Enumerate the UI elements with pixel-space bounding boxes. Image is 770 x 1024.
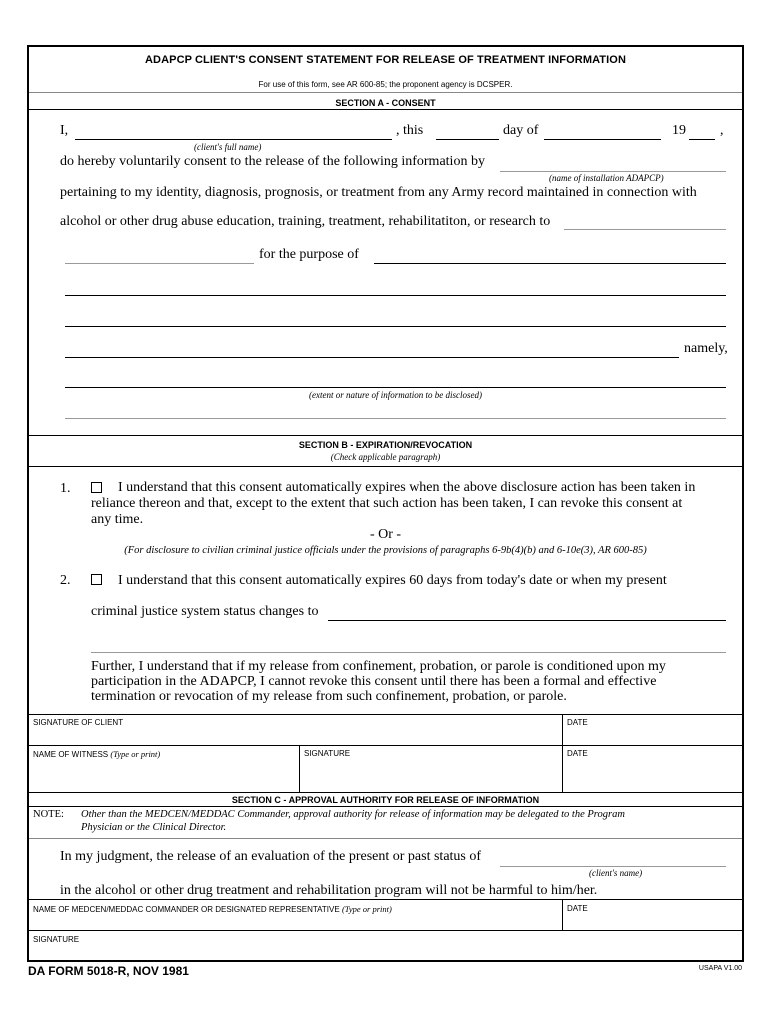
line1-this: , this — [396, 123, 424, 138]
item2-checkbox[interactable] — [91, 574, 102, 585]
purpose-field[interactable] — [374, 263, 726, 264]
client-signature-field[interactable] — [33, 729, 558, 743]
client-name-field[interactable] — [75, 139, 392, 140]
witness-name-label — [33, 749, 160, 759]
divider — [29, 92, 742, 93]
caption-client-c: (client's name) — [589, 868, 643, 878]
purpose-line-4[interactable] — [65, 357, 679, 358]
purpose-line-2[interactable] — [65, 295, 726, 296]
divider — [29, 714, 742, 715]
divider — [29, 838, 742, 839]
form-version: USAPA V1.00 — [698, 965, 742, 972]
signature-of-client-label: SIGNATURE OF CLIENT — [33, 718, 124, 727]
form-subtitle: For use of this form, see AR 600-85; the proponent agency is DCSPER. — [258, 80, 513, 89]
divider — [562, 745, 563, 792]
item2-line2: criminal justice system status changes to — [91, 604, 319, 619]
form-title: ADAPCP CLIENT'S CONSENT STATEMENT FOR RELEASE OF TREATMENT INFORMATION — [145, 54, 626, 66]
witness-name-text: NAME OF WITNESS — [33, 750, 109, 759]
line5-purpose: for the purpose of — [259, 247, 359, 262]
item1-line2: reliance thereon and that, except to the extent that such action has been taken, I can revoke this consent at — [91, 496, 683, 511]
recipient-continued-field[interactable] — [65, 263, 254, 264]
item1-number: 1. — [60, 481, 71, 496]
witness-signature-label: SIGNATURE — [304, 749, 351, 758]
item1-line1: I understand that this consent automatically expires when the above disclosure action has been taken in — [118, 480, 696, 495]
status-line-2[interactable] — [91, 652, 726, 653]
further-line2: participation in the ADAPCP, I cannot revoke this consent until there has been a formal and effective — [91, 674, 657, 689]
caption-client-name: (client's full name) — [194, 142, 262, 152]
status-field[interactable] — [328, 620, 726, 621]
line1-comma: , — [720, 123, 724, 138]
note-line1: Other than the MEDCEN/MEDDAC Commander, approval authority for release of information may be delegated to the Program — [81, 809, 625, 820]
installation-field[interactable] — [500, 171, 726, 172]
witness-signature-field[interactable] — [304, 761, 558, 789]
divider — [562, 899, 563, 930]
recipient-field[interactable] — [564, 229, 726, 230]
caption-extent: (extent or nature of information to be disclosed) — [309, 390, 482, 400]
commander-signature-label: SIGNATURE — [33, 935, 80, 944]
divider — [29, 745, 742, 746]
type-or-print-note: (Type or print) — [110, 749, 161, 759]
line2-text: do hereby voluntarily consent to the release of the following information by — [60, 154, 485, 169]
divider — [299, 745, 300, 792]
commander-signature-field[interactable] — [33, 946, 738, 958]
line1-dayof: day of — [503, 123, 539, 138]
divider — [29, 899, 742, 900]
client-date-field[interactable] — [567, 729, 737, 743]
divider — [29, 792, 742, 793]
commander-date-label: DATE — [567, 904, 588, 913]
further-line3: termination or revocation of my release from such confinement, probation, or parole. — [91, 689, 567, 704]
witness-date-label: DATE — [567, 749, 588, 758]
client-name-c-field[interactable] — [500, 866, 726, 867]
extent-line-2[interactable] — [65, 418, 726, 419]
divider — [29, 109, 742, 110]
item1-line3: any time. — [91, 512, 144, 527]
further-line1: Further, I understand that if my release from confinement, probation, or parole is conditioned upon my — [91, 659, 666, 674]
divider — [29, 930, 742, 931]
form-number: DA FORM 5018-R, NOV 1981 — [28, 964, 189, 978]
section-b-subheading: (Check applicable paragraph) — [330, 452, 441, 462]
commander-name-field[interactable] — [33, 915, 558, 928]
item2-number: 2. — [60, 573, 71, 588]
purpose-line-3[interactable] — [65, 326, 726, 327]
divider — [29, 466, 742, 467]
commander-name-text: NAME OF MEDCEN/MEDDAC COMMANDER OR DESIGNATED REPRESENTATIVE — [33, 905, 340, 914]
harm-text: in the alcohol or other drug treatment and rehabilitation program will not be harmful to him/her. — [60, 883, 598, 898]
note-line2: Physician or the Clinical Director. — [81, 822, 227, 833]
line4-text: alcohol or other drug abuse education, training, treatment, rehabilitatiton, or research to — [60, 214, 551, 229]
or-note: (For disclosure to civilian criminal justice officials under the provisions of paragraphs 6-9b(4)(b) and 6-10e(3), AR 600-85) — [124, 545, 647, 556]
line3-text: pertaining to my identity, diagnosis, prognosis, or treatment from any Army record maintained in connection with — [60, 185, 697, 200]
line1-19: 19 — [672, 123, 686, 138]
or-separator: - Or - — [369, 527, 402, 542]
section-c-heading: SECTION C - APPROVAL AUTHORITY FOR RELEASE OF INFORMATION — [231, 795, 540, 805]
note-label: NOTE: — [33, 809, 64, 820]
line8-namely: namely, — [684, 341, 728, 356]
line1-i: I, — [60, 123, 69, 138]
year-field[interactable] — [689, 139, 715, 140]
divider — [562, 714, 563, 745]
section-b-heading: SECTION B - EXPIRATION/REVOCATION — [298, 440, 473, 450]
item1-checkbox[interactable] — [91, 482, 102, 493]
divider — [29, 435, 742, 436]
judgment-text: In my judgment, the release of an evaluation of the present or past status of — [60, 849, 482, 864]
day-field[interactable] — [436, 139, 499, 140]
commander-name-label — [33, 904, 392, 914]
month-field[interactable] — [544, 139, 661, 140]
extent-field[interactable] — [65, 387, 726, 388]
type-or-print-note-c: (Type or print) — [341, 904, 392, 914]
witness-date-field[interactable] — [567, 761, 737, 789]
witness-name-field[interactable] — [33, 761, 295, 789]
item2-line1: I understand that this consent automatically expires 60 days from today's date or when my present — [118, 573, 667, 588]
date-label: DATE — [567, 718, 588, 727]
caption-installation: (name of installation ADAPCP) — [549, 173, 664, 183]
divider — [29, 806, 742, 807]
consent-form — [27, 45, 744, 962]
commander-date-field[interactable] — [567, 915, 737, 928]
section-a-heading: SECTION A - CONSENT — [335, 98, 436, 108]
